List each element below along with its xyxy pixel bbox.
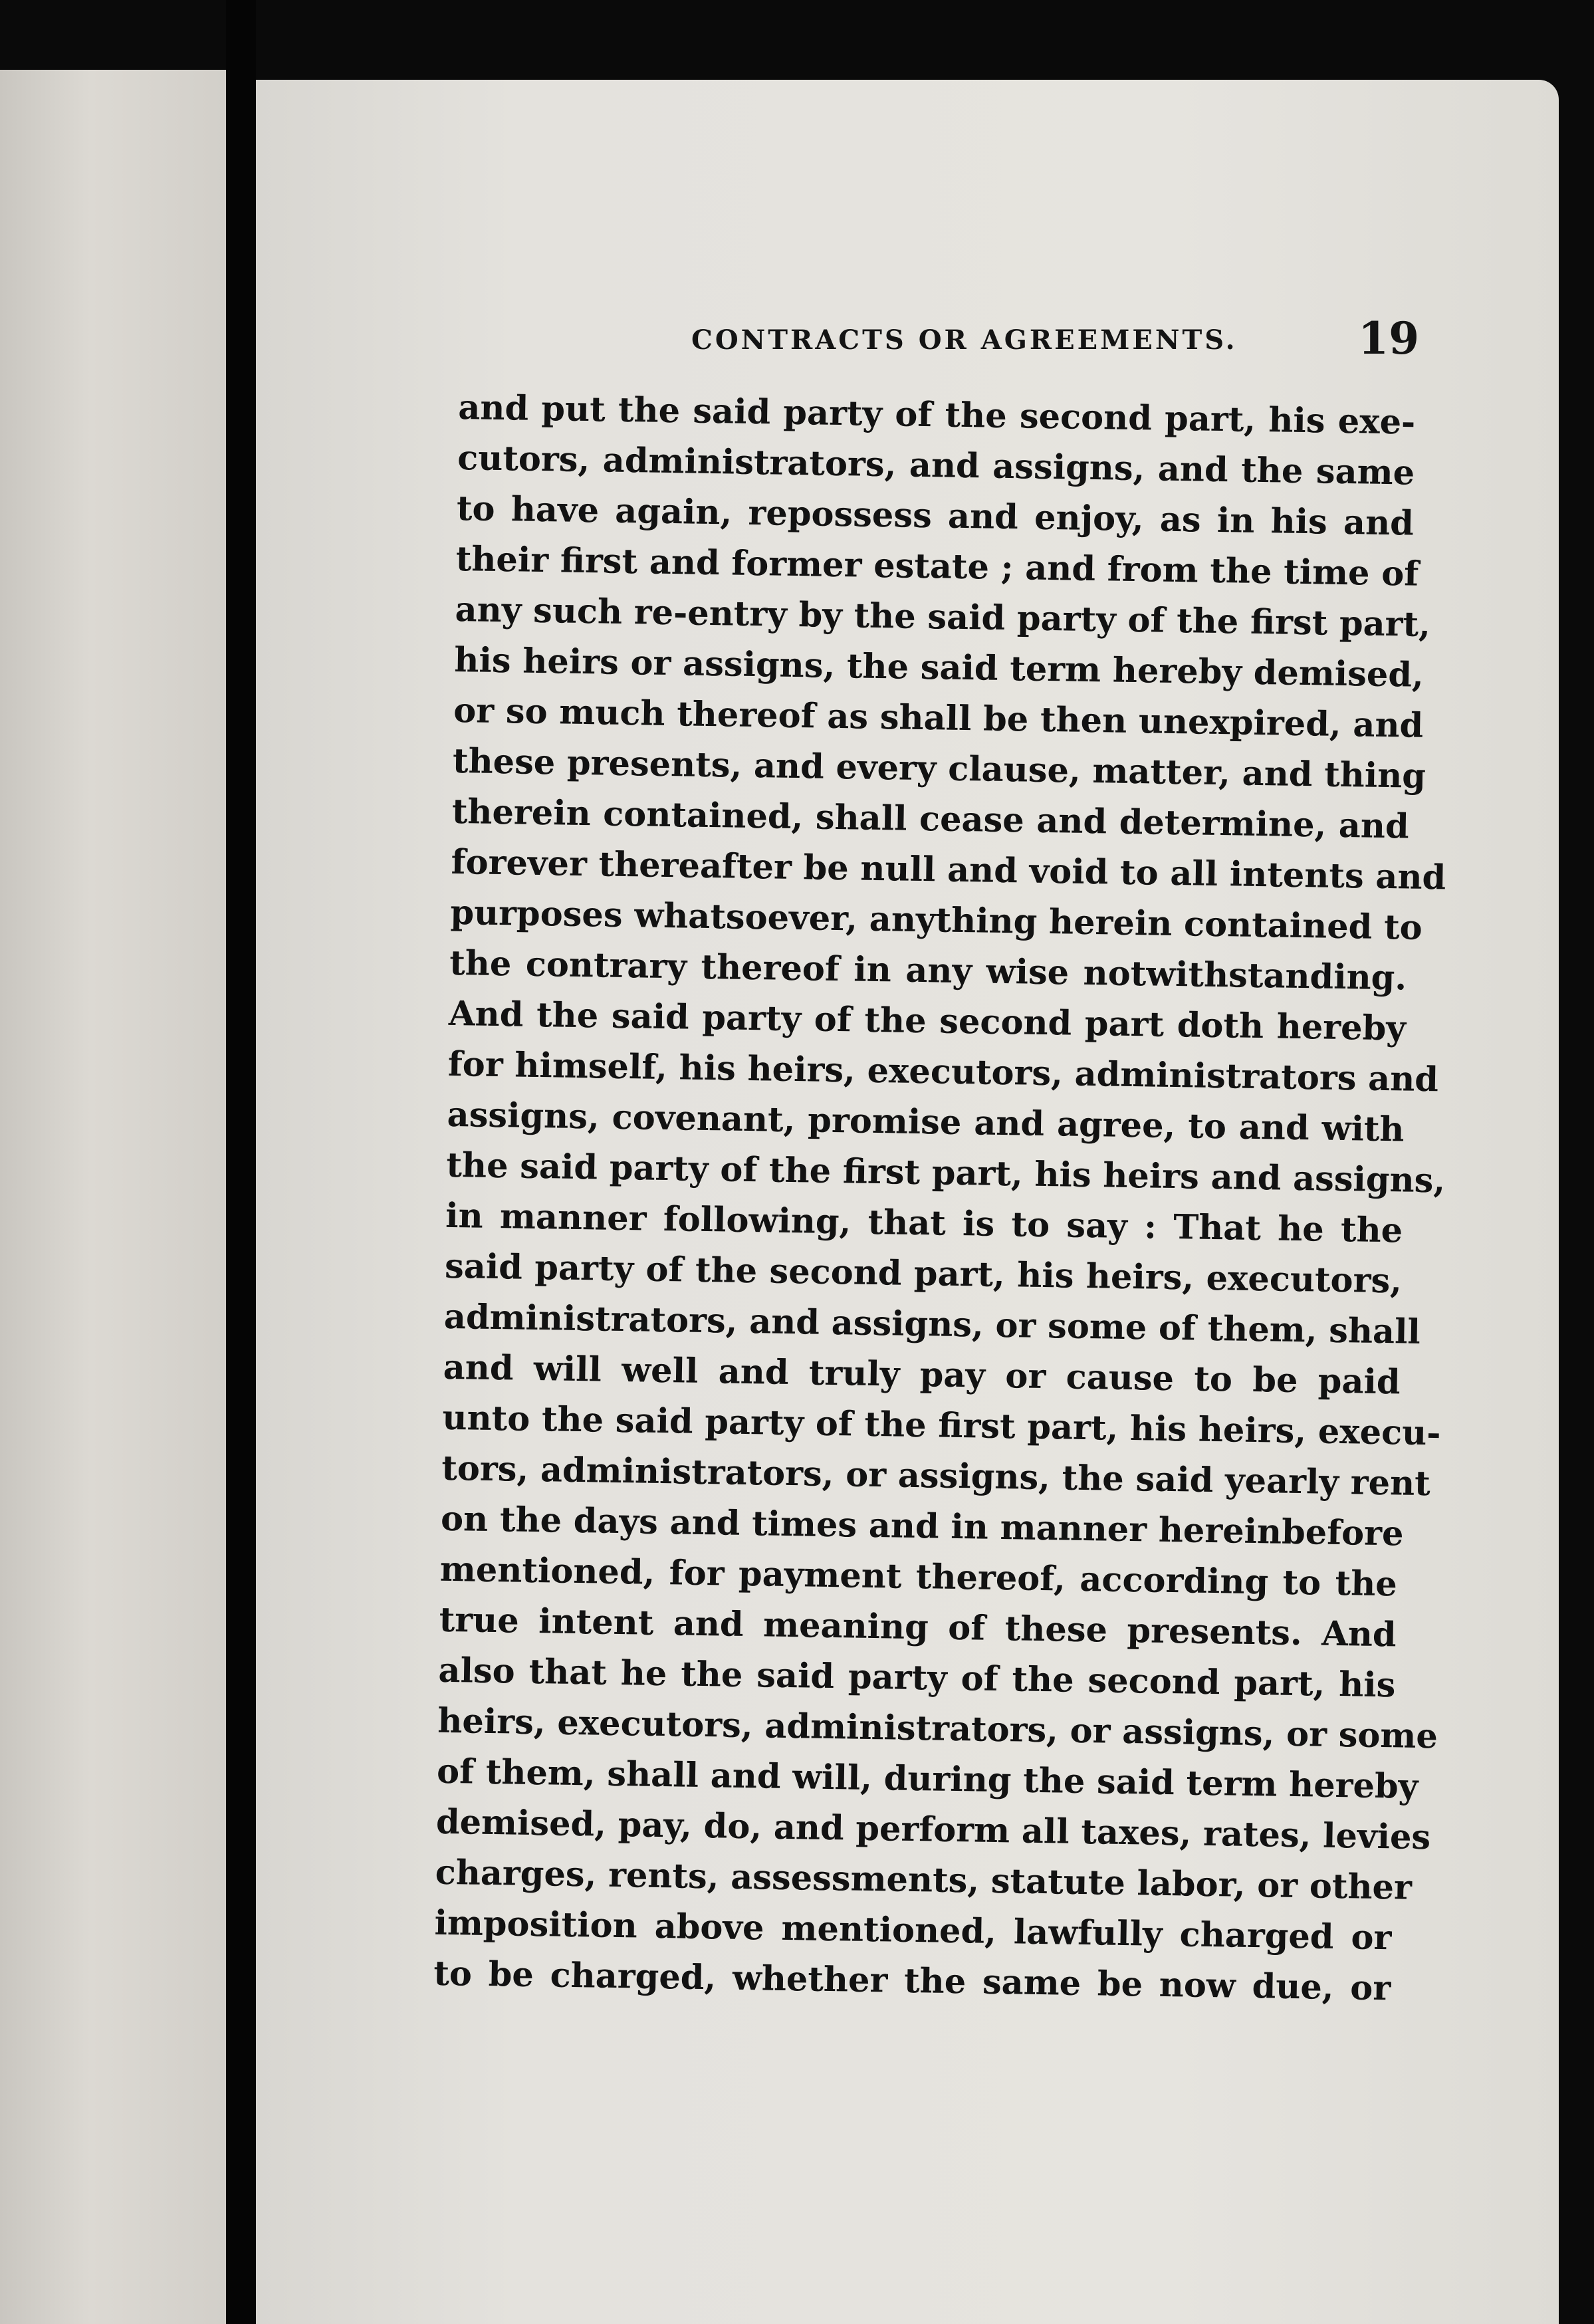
text-line: demised, pay, do, and perform all taxes, rates, levies — [435, 1801, 1431, 1858]
text-line: on the days and times and in manner hereinbefore — [440, 1498, 1404, 1554]
text-line: purposes whatsoever, anything herein contained to — [449, 892, 1423, 948]
text-line: imposition above mentioned, lawfully charged or — [434, 1903, 1392, 1958]
text-line: assigns, covenant, promise and agree, to and with — [447, 1094, 1405, 1150]
running-head: CONTRACTS OR AGREEMENTS. — [691, 324, 1238, 356]
text-line: also that he the said party of the second part, his — [438, 1650, 1396, 1706]
text-line: and put the said party of the second part, his exe- — [457, 387, 1416, 443]
text-line: the contrary thereof in any wise notwithstanding. — [449, 943, 1407, 998]
text-line: for himself, his heirs, executors, administrators and — [447, 1044, 1439, 1100]
text-line: or so much thereof as shall be then unexpired, and — [453, 690, 1424, 746]
text-line: to have again, repossess and enjoy, as in his and — [456, 488, 1415, 544]
text-line: mentioned, for payment thereof, according to the — [439, 1549, 1398, 1605]
text-line: charges, rents, assessments, statute labor, or other — [435, 1852, 1413, 1908]
page-number: 19 — [1358, 312, 1419, 364]
text-line: forever thereafter be null and void to all intents and — [451, 842, 1446, 898]
text-line: these presents, and every clause, matter, and thing — [452, 741, 1426, 796]
text-line: administrators, and assigns, or some of them, shall — [443, 1296, 1421, 1352]
text-line: and will well and truly pay or cause to be paid — [443, 1347, 1401, 1403]
text-line: his heirs or assigns, the said term hereby demised, — [453, 639, 1424, 695]
body-text — [433, 382, 1446, 2014]
text-line: the said party of the first part, his heirs and assigns, — [446, 1145, 1446, 1201]
text-line: cutors, administrators, and assigns, and the same — [457, 437, 1415, 493]
text-line: therein contained, shall cease and determine, and — [451, 791, 1410, 847]
text-line: in manner following, that is to say : That he the — [445, 1195, 1403, 1251]
text-line: true intent and meaning of these presents. And — [439, 1599, 1397, 1655]
text-line: tors, administrators, or assigns, the said yearly rent — [441, 1448, 1431, 1504]
text-line: said party of the second part, his heirs, executors, — [444, 1246, 1403, 1302]
page-header — [691, 312, 1436, 379]
text-line: their first and former estate ; and from the time of — [455, 538, 1419, 594]
text-line: any such re-entry by the said party of the first part, — [455, 589, 1431, 645]
left-page-edge — [0, 70, 226, 2324]
text-line: of them, shall and will, during the said term hereby — [436, 1751, 1419, 1807]
text-line: heirs, executors, administrators, or assigns, or some — [437, 1700, 1438, 1757]
text-line: to be charged, whether the same be now due, or — [433, 1953, 1391, 2009]
text-line: And the said party of the second part doth hereby — [448, 993, 1407, 1049]
text-line: unto the said party of the first part, his heirs, execu- — [442, 1397, 1441, 1454]
book-gutter — [226, 0, 256, 2324]
